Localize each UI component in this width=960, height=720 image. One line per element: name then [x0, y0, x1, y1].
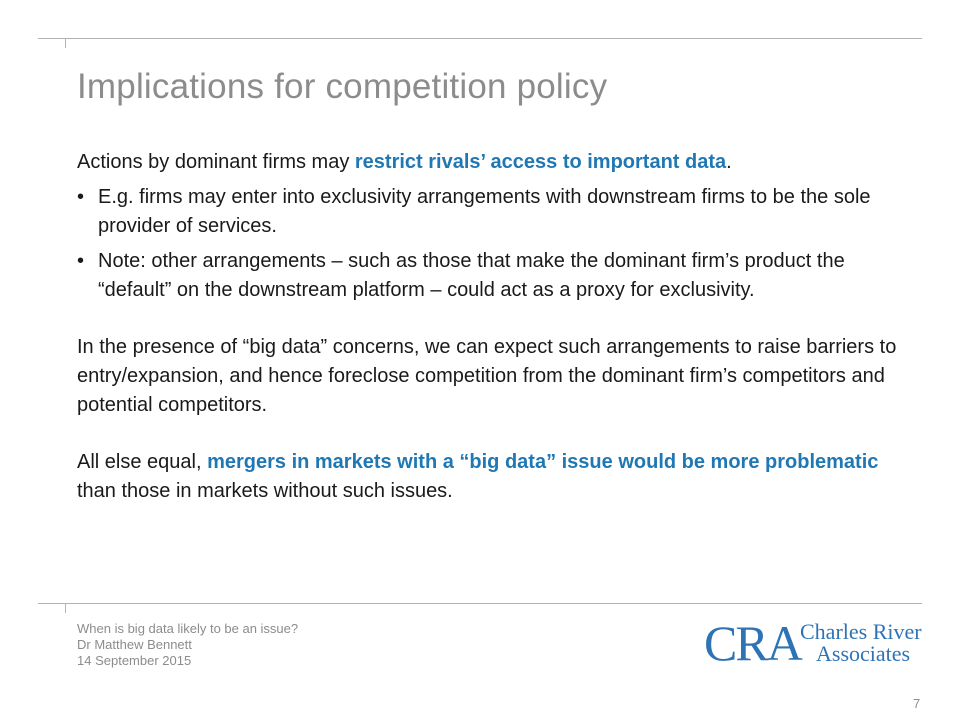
mergers-highlight: mergers in markets with a “big data” issue would be more problematic — [207, 451, 879, 473]
intro-paragraph — [77, 148, 897, 177]
logo-name-line1: Charles River — [800, 619, 922, 644]
intro-end: . — [726, 151, 732, 173]
intro-highlight: restrict rivals’ access to important data — [354, 151, 727, 173]
bullet-item-1: • E.g. firms may enter into exclusivity arrangements with downstream firms to be the sole provider of services. — [77, 183, 897, 241]
logo-name-line2: Associates — [816, 641, 911, 666]
top-divider-tick — [65, 38, 66, 48]
logo-mark: CRA — [704, 615, 801, 671]
intro-text: Actions by dominant firms may — [77, 151, 355, 173]
footer-presentation-title: When is big data likely to be an issue? — [77, 621, 299, 636]
bottom-divider-tick — [65, 603, 66, 613]
big-data-paragraph: In the presence of “big data” concerns, we can expect such arrangements to raise barriers to entry/expansion, and hence foreclose competition from the dominant firm’s competitors and potential competitors. — [77, 336, 897, 416]
bottom-divider — [38, 603, 922, 604]
mergers-text: All else equal, — [77, 451, 208, 473]
slide-body — [77, 148, 897, 506]
cra-logo — [704, 615, 924, 671]
footer-author: Dr Matthew Bennett — [77, 637, 192, 652]
mergers-paragraph — [77, 448, 897, 506]
footer-date: 14 September 2015 — [77, 653, 192, 668]
bullet-item-2: • Note: other arrangements – such as those that make the dominant firm’s product the “default” on the downstream platform – could act as a proxy for exclusivity. — [77, 247, 897, 305]
mergers-end: than those in markets without such issues. — [77, 480, 453, 502]
page-number: 7 — [913, 696, 921, 711]
footer-info — [77, 621, 298, 669]
slide-title: Implications for competition policy — [77, 67, 608, 106]
top-divider — [38, 38, 922, 39]
logo-company-name — [800, 621, 922, 665]
